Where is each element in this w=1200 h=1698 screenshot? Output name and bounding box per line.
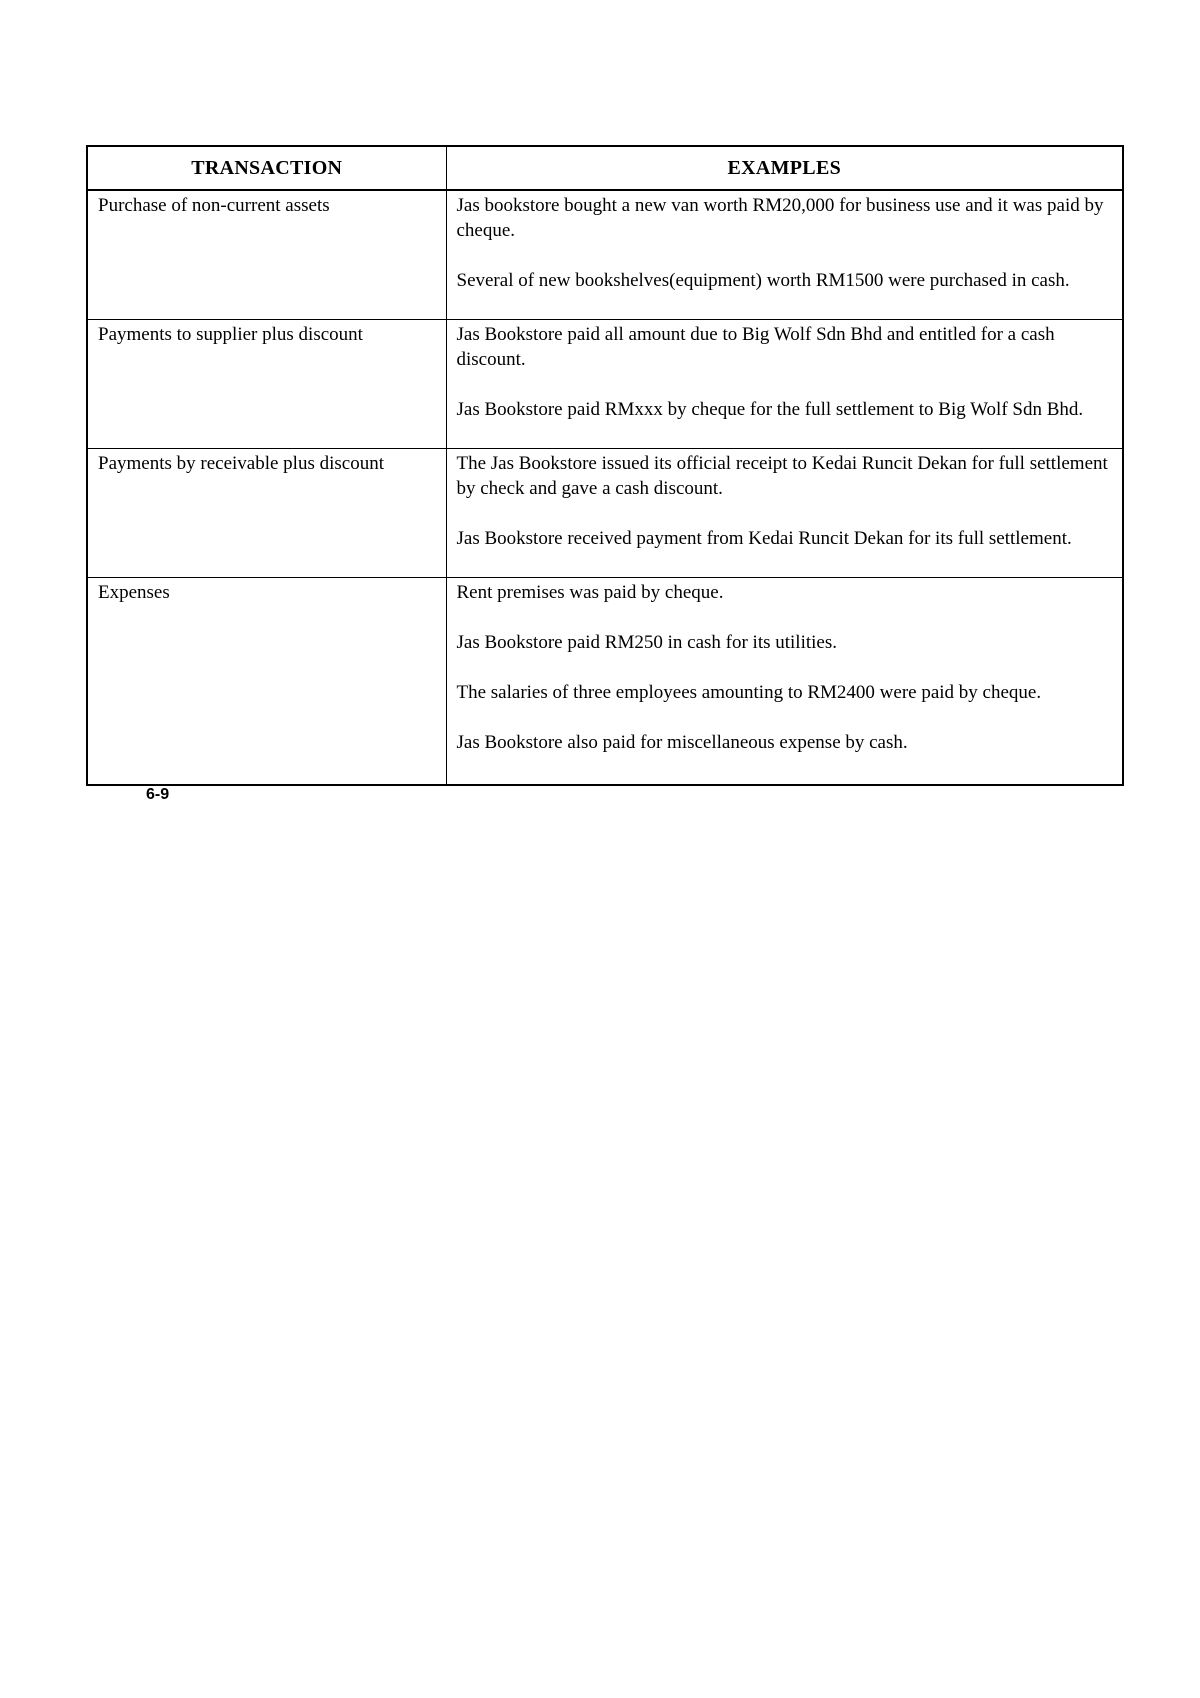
example-text: Jas Bookstore received payment from Kedai Runcit Dekan for its full settlement. <box>456 528 1072 549</box>
table-row <box>87 190 1123 320</box>
examples-cell <box>446 190 1123 320</box>
examples-cell <box>446 320 1123 449</box>
transaction-examples-table <box>86 145 1124 786</box>
header-transaction: TRANSACTION <box>87 146 446 190</box>
transaction-cell: Expenses <box>87 578 446 786</box>
table-row <box>87 449 1123 578</box>
table-header-row <box>87 146 1123 190</box>
example-text: Jas Bookstore paid RM250 in cash for its utilities. <box>456 632 838 653</box>
example-text: Jas bookstore bought a new van worth RM20,000 for business use and it was paid by cheque. <box>456 195 1104 241</box>
transaction-cell: Payments to supplier plus discount <box>87 320 446 449</box>
example-text: Jas Bookstore also paid for miscellaneous expense by cash. <box>456 732 908 753</box>
example-text: The Jas Bookstore issued its official receipt to Kedai Runcit Dekan for full settlement by check and gave a cash discount. <box>456 453 1108 499</box>
page-number: 6-9 <box>146 786 170 803</box>
example-text: Jas Bookstore paid RMxxx by cheque for the full settlement to Big Wolf Sdn Bhd. <box>456 399 1084 420</box>
examples-cell <box>446 578 1123 786</box>
transaction-cell: Payments by receivable plus discount <box>87 449 446 578</box>
examples-cell <box>446 449 1123 578</box>
example-text: The salaries of three employees amounting to RM2400 were paid by cheque. <box>456 682 1042 703</box>
example-text: Several of new bookshelves(equipment) worth RM1500 were purchased in cash. <box>456 270 1070 291</box>
header-examples: EXAMPLES <box>446 146 1123 190</box>
example-text: Rent premises was paid by cheque. <box>456 582 724 603</box>
table-row <box>87 320 1123 449</box>
transaction-cell: Purchase of non-current assets <box>87 190 446 320</box>
table-row <box>87 578 1123 786</box>
example-text: Jas Bookstore paid all amount due to Big Wolf Sdn Bhd and entitled for a cash discount. <box>456 324 1055 370</box>
